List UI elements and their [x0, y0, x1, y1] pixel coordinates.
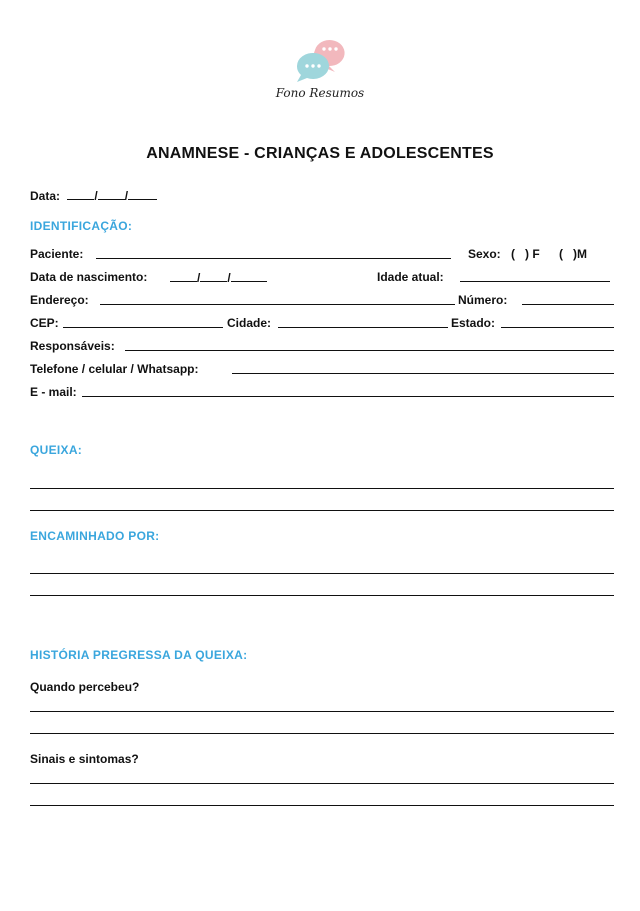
when-line-1[interactable] [30, 711, 614, 712]
section-queixa: QUEIXA: [30, 443, 83, 457]
patient-row [30, 246, 614, 262]
number-field[interactable] [522, 304, 614, 305]
age-label: Idade atual: [377, 270, 444, 284]
cep-row [30, 315, 614, 331]
cep-label: CEP: [30, 316, 59, 330]
guardians-label: Responsáveis: [30, 339, 115, 353]
date-label: Data: [30, 189, 61, 203]
referral-line-1[interactable] [30, 573, 614, 574]
date-year-field[interactable] [128, 187, 157, 200]
address-label: Endereço: [30, 293, 89, 307]
question-sinais: Sinais e sintomas? [30, 752, 139, 766]
patient-label: Paciente: [30, 247, 84, 261]
state-label: Estado: [451, 316, 496, 330]
brand-logo [0, 32, 640, 112]
phone-field[interactable] [232, 373, 614, 374]
birth-row: Data de nascimento: / / Idade atual: [30, 269, 614, 285]
section-encaminhado: ENCAMINHADO POR: [30, 529, 160, 543]
speech-bubbles-icon [293, 36, 353, 82]
city-field[interactable] [278, 327, 448, 328]
brand-name: Fono Resumos [275, 86, 365, 100]
question-quando: Quando percebeu? [30, 680, 140, 694]
birth-day-field[interactable] [170, 269, 197, 282]
sex-male-label: M [577, 247, 587, 261]
when-line-2[interactable] [30, 733, 614, 734]
complaint-line-2[interactable] [30, 510, 614, 511]
date-row: Data: / / [30, 187, 614, 203]
phone-label: Telefone / celular / Whatsapp: [30, 362, 199, 376]
address-row [30, 292, 614, 308]
guardians-field[interactable] [125, 350, 614, 351]
sex-female-label: F [532, 247, 540, 261]
number-label: Número: [458, 293, 508, 307]
address-field[interactable] [100, 304, 455, 305]
birth-year-field[interactable] [231, 269, 267, 282]
city-label: Cidade: [227, 316, 272, 330]
sex-female-option[interactable]: ( ) F [511, 247, 540, 261]
state-field[interactable] [501, 327, 614, 328]
email-label: E - mail: [30, 385, 77, 399]
guardians-row [30, 338, 614, 354]
date-month-field[interactable] [98, 187, 125, 200]
symptoms-line-1[interactable] [30, 783, 614, 784]
page-title: ANAMNESE - CRIANÇAS E ADOLESCENTES [146, 145, 494, 162]
section-identificacao: IDENTIFICAÇÃO: [30, 219, 133, 233]
cep-field[interactable] [63, 327, 223, 328]
email-field[interactable] [82, 396, 614, 397]
complaint-line-1[interactable] [30, 488, 614, 489]
email-row [30, 384, 614, 400]
sex-male-option[interactable]: ( )M [559, 247, 587, 261]
symptoms-line-2[interactable] [30, 805, 614, 806]
sex-label: Sexo: [468, 247, 501, 261]
referral-line-2[interactable] [30, 595, 614, 596]
date-day-field[interactable] [67, 187, 94, 200]
age-field[interactable] [460, 281, 610, 282]
patient-field[interactable] [96, 258, 451, 259]
section-historia: HISTÓRIA PREGRESSA DA QUEIXA: [30, 648, 248, 662]
birth-month-field[interactable] [200, 269, 227, 282]
birth-date-label: Data de nascimento: [30, 270, 148, 284]
phone-row [30, 361, 614, 377]
